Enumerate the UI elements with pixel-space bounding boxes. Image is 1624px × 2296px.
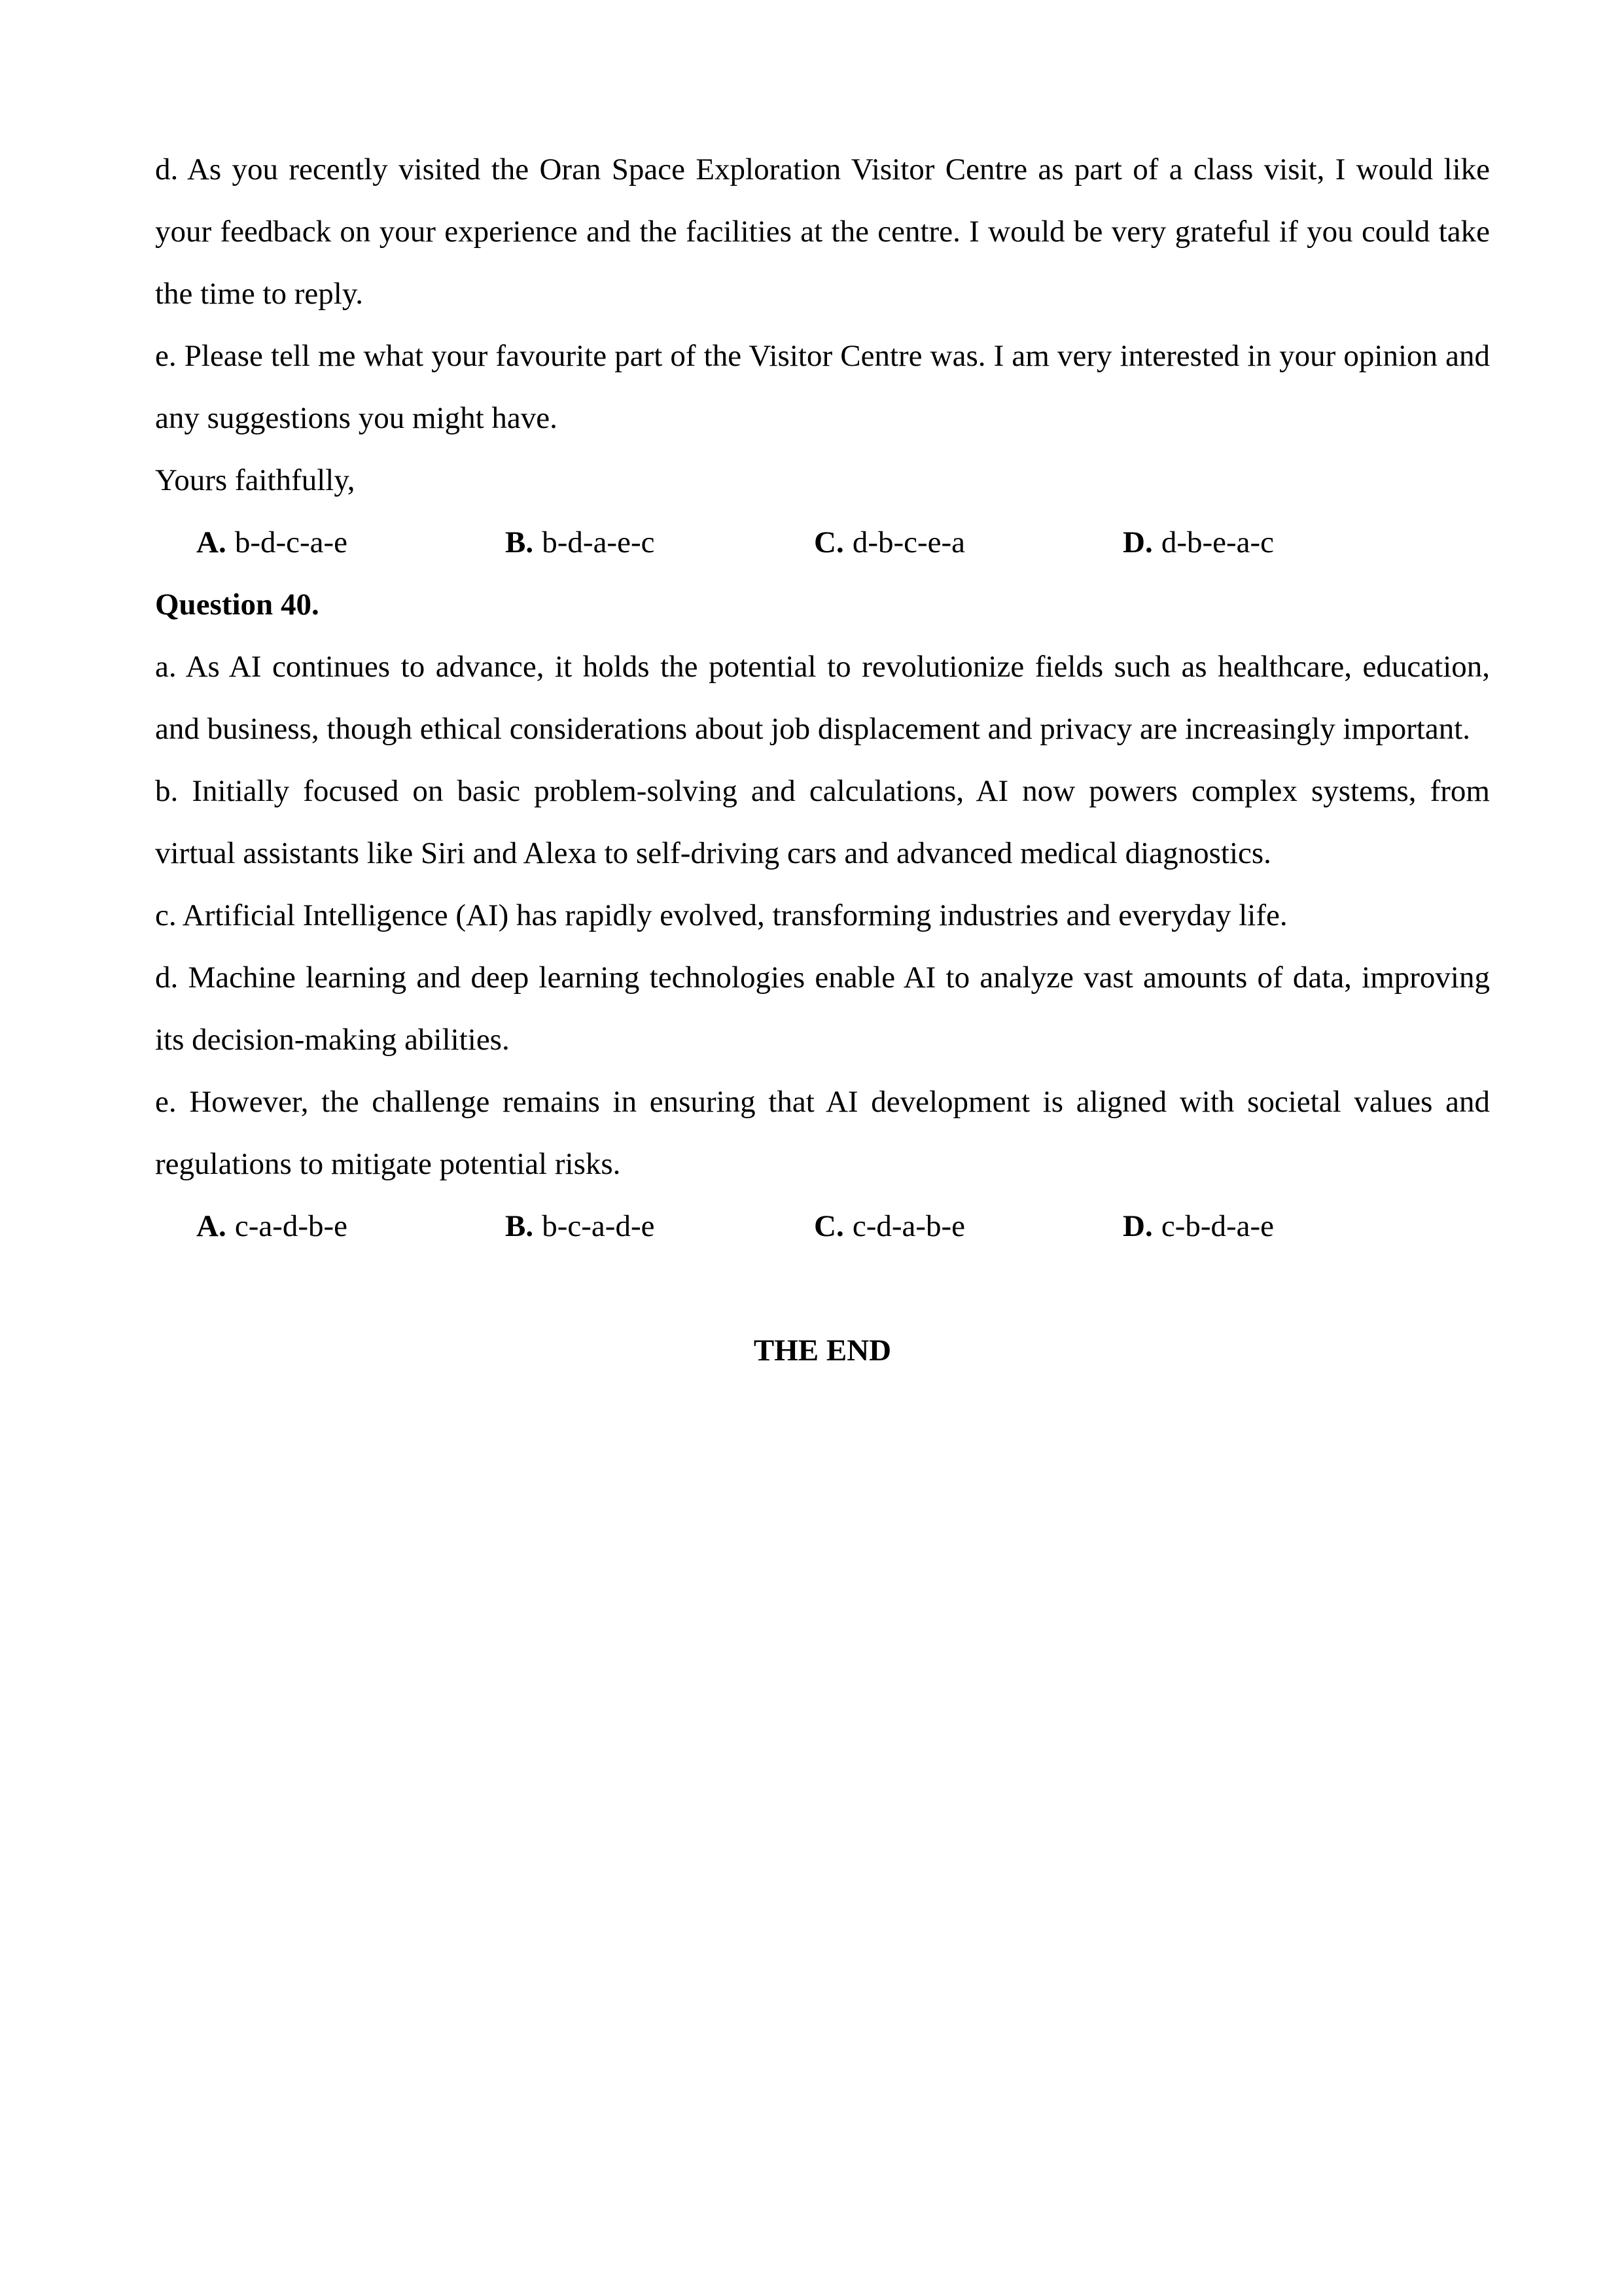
q39-option-a [196,512,505,574]
q39-option-a-label: A. [196,525,226,559]
q40-sentence-d: d. Machine learning and deep learning technologies enable AI to analyze vast amounts of data, improving its decision-making abilities. [155,961,1490,1057]
q40-option-a-value: c-a-d-b-e [234,1209,348,1243]
q40-option-a [196,1195,505,1258]
q39-closing-line: Yours faithfully, [155,463,355,497]
q40-option-d-label: D. [1123,1209,1153,1243]
q39-option-c-label: C. [814,525,844,559]
q40-option-c [814,1195,1123,1258]
q39-option-d-label: D. [1123,525,1153,559]
q40-options-row [155,1195,1490,1258]
q40-option-d-value: c-b-d-a-e [1161,1209,1275,1243]
q39-option-a-value: b-d-c-a-e [234,525,348,559]
q40-option-b-value: b-c-a-d-e [542,1209,655,1243]
q40-option-c-value: c-d-a-b-e [852,1209,966,1243]
q39-options-row [155,512,1490,574]
q40-sentence-b: b. Initially focused on basic problem-solving and calculations, AI now powers complex systems, from virtual assistants like Siri and Alexa to self-driving cars and advanced medical diagnostics. [155,774,1490,870]
q39-option-b-value: b-d-a-e-c [542,525,655,559]
q39-option-d [1123,512,1274,574]
q40-option-b-label: B. [505,1209,534,1243]
q39-option-b-label: B. [505,525,534,559]
q40-sentence-e: e. However, the challenge remains in ensuring that AI development is aligned with societal values and regulations to mitigate potential risks. [155,1085,1490,1181]
q40-option-b [505,1195,814,1258]
q40-sentence-c: c. Artificial Intelligence (AI) has rapidly evolved, transforming industries and everyday life. [155,898,1288,932]
q39-sentence-d: d. As you recently visited the Oran Space Exploration Visitor Centre as part of a class visit, I would like your feedback on your experience and the facilities at the centre. I would be very grateful if you could take the time to reply. [155,152,1490,311]
q39-option-b [505,512,814,574]
q40-heading: Question 40. [155,588,319,622]
q40-option-c-label: C. [814,1209,844,1243]
document-content [155,139,1490,1382]
q39-sentence-e: e. Please tell me what your favourite part of the Visitor Centre was. I am very interested in your opinion and any suggestions you might have. [155,339,1490,435]
q39-option-c-value: d-b-c-e-a [852,525,966,559]
q40-sentence-a: a. As AI continues to advance, it holds the potential to revolutionize fields such as healthcare, education, and business, though ethical considerations about job displacement and privacy are increasingly important. [155,650,1490,746]
q40-option-d [1123,1195,1274,1258]
blank-line-spacer [155,1258,1490,1320]
end-label: THE END [753,1333,892,1368]
q39-option-d-value: d-b-e-a-c [1161,525,1275,559]
q39-option-c [814,512,1123,574]
q40-option-a-label: A. [196,1209,226,1243]
